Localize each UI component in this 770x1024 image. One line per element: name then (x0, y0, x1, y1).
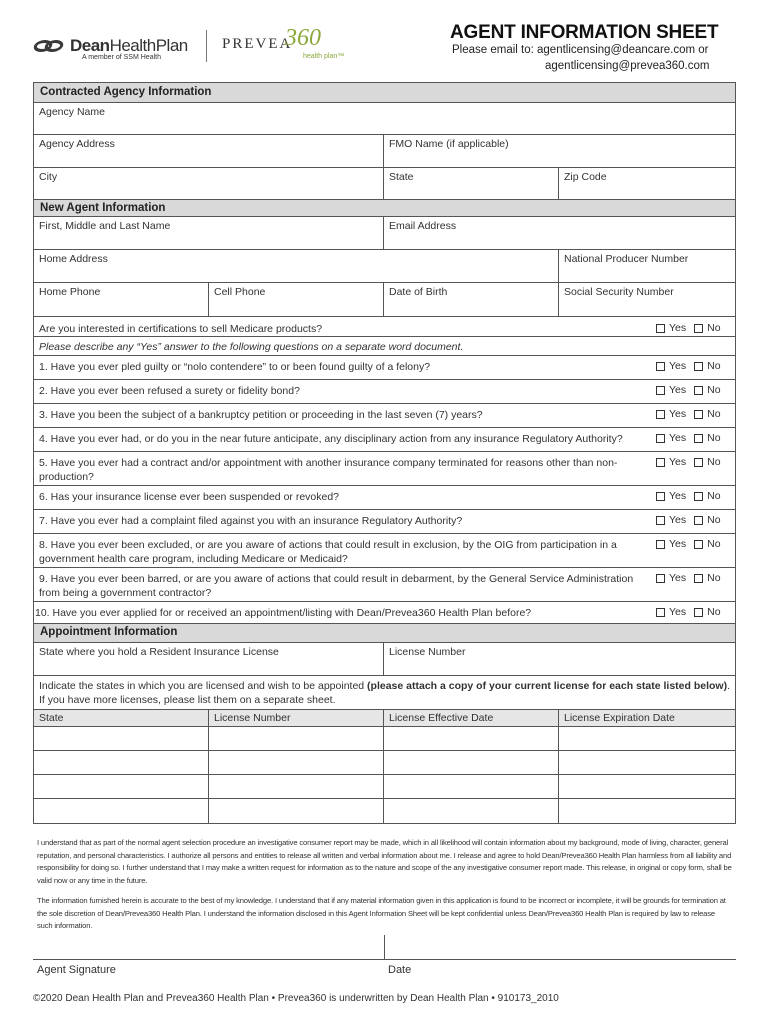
yes-no-options (656, 514, 730, 529)
dean-logo-subtitle: A member of SSM Health (82, 54, 161, 61)
license-row (34, 799, 735, 823)
question-text: 5. Have you ever had a contract and/or appointment with another insurance company terminated for reasons other than non-production? (39, 457, 618, 483)
yes-option[interactable]: Yes (656, 408, 686, 420)
signature-line (33, 959, 736, 960)
yes-option[interactable]: Yes (656, 572, 686, 584)
license-table-header (34, 710, 735, 727)
question-text: 2. Have you ever been refused a surety or fidelity bond? (39, 385, 300, 397)
agent-information-form (33, 82, 736, 824)
license-instructions-text: Indicate the states in which you are licensed and wish to be appointed (39, 680, 368, 692)
social-security-number-field[interactable]: Social Security Number (564, 286, 674, 298)
full-name-field[interactable]: First, Middle and Last Name (34, 217, 384, 249)
new-agent-heading: New Agent Information (34, 199, 735, 217)
home-address-field[interactable]: Home Address (34, 250, 559, 282)
question-text: 3. Have you been the subject of a bankruptcy petition or proceeding in the last seven (7) years? (39, 409, 483, 421)
question-text: 4. Have you ever had, or do you in the near future anticipate, any disciplinary action from any insurance Regulatory Authority? (39, 433, 623, 445)
medicare-question: Are you interested in certifications to sell Medicare products? (39, 323, 323, 335)
medicare-yes-no (656, 322, 730, 332)
agency-name-row (34, 103, 735, 135)
question-text: 7. Have you ever had a complaint filed against you with an insurance Regulatory Authority? (39, 515, 463, 527)
checkbox-icon[interactable] (656, 574, 665, 583)
license-expiration-cell[interactable] (559, 751, 735, 774)
legal-paragraph-2: The information furnished herein is accurate to the best of my knowledge. I understand that if any material information given in this application is found to be incorrect or incomplete, it will be grounds for termination at the sole discretion of Dean/Prevea360 Health Plan. I understand the information disclosed in this Agent Information Sheet will be kept confidential unless Dean/Prevea360 Health Plan is required by law to release such information. (37, 896, 726, 930)
checkbox-icon[interactable] (656, 386, 665, 395)
question-row (34, 534, 735, 568)
dean-health-plan-logo (34, 36, 188, 56)
yes-option[interactable]: Yes (656, 538, 686, 550)
yes-no-options (656, 384, 730, 399)
home-phone-field[interactable]: Home Phone (34, 283, 209, 316)
yes-option[interactable]: Yes (656, 514, 686, 526)
city-field[interactable]: City (34, 168, 384, 199)
license-state-cell[interactable] (34, 799, 209, 823)
question-row (34, 452, 735, 486)
prevea-360-mark: 360 (285, 25, 321, 51)
license-state-cell[interactable] (34, 775, 209, 798)
license-expiration-cell[interactable] (559, 799, 735, 823)
email-instructions-line2: agentlicensing@prevea360.com (545, 60, 710, 72)
yes-no-options (656, 606, 730, 619)
question-row (34, 568, 735, 602)
license-state-cell[interactable] (34, 751, 209, 774)
signature-divider (384, 935, 385, 959)
checkbox-icon[interactable] (694, 516, 703, 525)
license-number-cell[interactable] (209, 751, 384, 774)
email-field[interactable]: Email Address (389, 220, 457, 232)
no-option[interactable]: No (694, 408, 720, 420)
dean-logo-light: HealthPlan (109, 36, 188, 55)
footer-copyright: ©2020 Dean Health Plan and Prevea360 Health Plan • Prevea360 is underwritten by Dean Health Plan • 910173_2010 (33, 993, 559, 1004)
column-state: State (34, 710, 209, 726)
question-text: 1. Have you ever pled guilty or “nolo contendere” to or been found guilty of a felony? (39, 361, 431, 373)
no-option[interactable]: No (694, 432, 720, 444)
license-number-cell[interactable] (209, 799, 384, 823)
checkbox-icon[interactable] (694, 410, 703, 419)
question-row (34, 602, 735, 624)
questions-list (34, 356, 735, 624)
license-instructions (34, 676, 735, 710)
checkbox-icon[interactable] (694, 574, 703, 583)
phone-row (34, 283, 735, 317)
yes-option[interactable]: Yes (656, 432, 686, 444)
no-option[interactable]: No (694, 384, 720, 396)
checkbox-icon[interactable] (694, 434, 703, 443)
question-row (34, 380, 735, 404)
license-instructions-tail: . If you have more licenses, please list them on a separate sheet. (39, 680, 730, 706)
describe-note-row (34, 337, 735, 356)
yes-option[interactable]: Yes (656, 490, 686, 502)
column-license-number: License Number (209, 710, 384, 726)
zip-code-field[interactable]: Zip Code (564, 171, 607, 183)
medicare-no-option[interactable]: No (694, 322, 720, 334)
yes-no-options (656, 490, 730, 505)
column-expiration-date: License Expiration Date (564, 712, 675, 724)
checkbox-icon[interactable] (656, 540, 665, 549)
no-option[interactable]: No (694, 606, 720, 618)
checkbox-icon[interactable] (694, 386, 703, 395)
cell-phone-field[interactable]: Cell Phone (209, 283, 384, 316)
email-instructions-line1: Please email to: agentlicensing@deancare.com or (452, 44, 709, 56)
yes-option[interactable]: Yes (656, 606, 686, 618)
dean-logo-icon (34, 38, 66, 54)
checkbox-icon[interactable] (656, 458, 665, 467)
column-effective-date: License Effective Date (384, 710, 559, 726)
logo-divider (206, 30, 207, 62)
question-text: 8. Have you ever been excluded, or are you aware of actions that could result in exclusion, by the OIG from participation in a government health care program, including Medicare or Medicaid? (39, 539, 617, 565)
no-option[interactable]: No (694, 490, 720, 502)
license-effective-cell[interactable] (384, 799, 559, 823)
agency-address-row (34, 135, 735, 168)
license-row (34, 751, 735, 775)
question-row (34, 404, 735, 428)
license-effective-cell[interactable] (384, 775, 559, 798)
yes-option[interactable]: Yes (656, 360, 686, 372)
no-option[interactable]: No (694, 538, 720, 550)
yes-no-options (656, 538, 730, 563)
yes-no-options (656, 360, 730, 375)
license-number-cell[interactable] (209, 727, 384, 750)
home-address-row (34, 250, 735, 283)
question-row (34, 486, 735, 510)
no-option[interactable]: No (694, 360, 720, 372)
question-row (34, 356, 735, 380)
checkbox-icon[interactable] (656, 492, 665, 501)
agency-name-field[interactable]: Agency Name (39, 106, 105, 118)
yes-option[interactable]: Yes (656, 456, 686, 468)
license-expiration-cell[interactable] (559, 727, 735, 750)
question-text: 10. Have you ever applied for or received an appointment/listing with Dean/Prevea360 Health Plan before? (35, 607, 532, 619)
yes-no-options (656, 456, 730, 481)
license-effective-cell[interactable] (384, 727, 559, 750)
yes-no-options (656, 408, 730, 423)
checkbox-icon[interactable] (694, 362, 703, 371)
agency-address-field[interactable]: Agency Address (34, 135, 384, 167)
checkbox-icon[interactable] (656, 410, 665, 419)
no-option[interactable]: No (694, 456, 720, 468)
license-row (34, 727, 735, 751)
question-text: 9. Have you ever been barred, or are you aware of actions that could result in debarment, by the General Service Administration from being a government contractor? (39, 573, 634, 599)
checkbox-icon[interactable] (656, 324, 665, 333)
license-effective-cell[interactable] (384, 751, 559, 774)
agent-signature-label: Agent Signature (37, 964, 116, 976)
legal-paragraph-1: I understand that as part of the normal agent selection procedure an investigative consumer report may be made, which in all likelihood will contain information about my background, mode of living, character, general reputation, and personal characteristics. I authorize all persons and entities to release all written and verbal information about me. I release and agree to hold Dean/Prevea360 Health Plan harmless from all liability and responsibility for doing so. I further understand that I may make a written request for information as to the nature and scope of the any investigative consumer report made. This release, in original or copy form, shall be valid now or any time in the future. (37, 838, 732, 885)
question-row (34, 428, 735, 452)
yes-option[interactable]: Yes (656, 384, 686, 396)
checkbox-icon[interactable] (694, 608, 703, 617)
checkbox-icon[interactable] (694, 492, 703, 501)
resident-license-number-field[interactable]: License Number (389, 646, 466, 658)
question-text: 6. Has your insurance license ever been suspended or revoked? (39, 491, 340, 503)
describe-note: Please describe any “Yes” answer to the following questions on a separate word document. (39, 341, 464, 353)
date-of-birth-field[interactable]: Date of Birth (384, 283, 559, 316)
checkbox-icon[interactable] (694, 458, 703, 467)
license-row (34, 775, 735, 799)
checkbox-icon[interactable] (656, 362, 665, 371)
appointment-heading: Appointment Information (34, 624, 735, 643)
license-table-body (34, 727, 735, 823)
medicare-question-row (34, 317, 735, 337)
yes-no-options (656, 432, 730, 447)
resident-license-row (34, 643, 735, 676)
checkbox-icon[interactable] (656, 516, 665, 525)
checkbox-icon[interactable] (656, 608, 665, 617)
no-option[interactable]: No (694, 572, 720, 584)
name-email-row (34, 217, 735, 250)
date-label: Date (388, 964, 412, 976)
checkbox-icon[interactable] (656, 434, 665, 443)
page-title: AGENT INFORMATION SHEET (450, 22, 719, 43)
resident-state-field[interactable]: State where you hold a Resident Insurance License (34, 643, 384, 675)
state-field[interactable]: State (384, 168, 559, 199)
license-expiration-cell[interactable] (559, 775, 735, 798)
medicare-yes-option[interactable]: Yes (656, 322, 686, 334)
prevea-logo: PREVEA (222, 36, 293, 52)
license-state-cell[interactable] (34, 727, 209, 750)
license-number-cell[interactable] (209, 775, 384, 798)
fmo-name-field[interactable]: FMO Name (if applicable) (389, 138, 509, 150)
license-instructions-bold: (please attach a copy of your current license for each state listed below) (367, 680, 728, 692)
question-row (34, 510, 735, 534)
contracted-agency-heading: Contracted Agency Information (34, 83, 735, 103)
no-option[interactable]: No (694, 514, 720, 526)
yes-no-options (656, 572, 730, 597)
dean-logo-bold: Dean (70, 36, 110, 55)
national-producer-number-field[interactable]: National Producer Number (564, 253, 689, 265)
checkbox-icon[interactable] (694, 540, 703, 549)
checkbox-icon[interactable] (694, 324, 703, 333)
prevea-logo-subtitle: health plan™ (303, 53, 345, 60)
city-row (34, 168, 735, 200)
